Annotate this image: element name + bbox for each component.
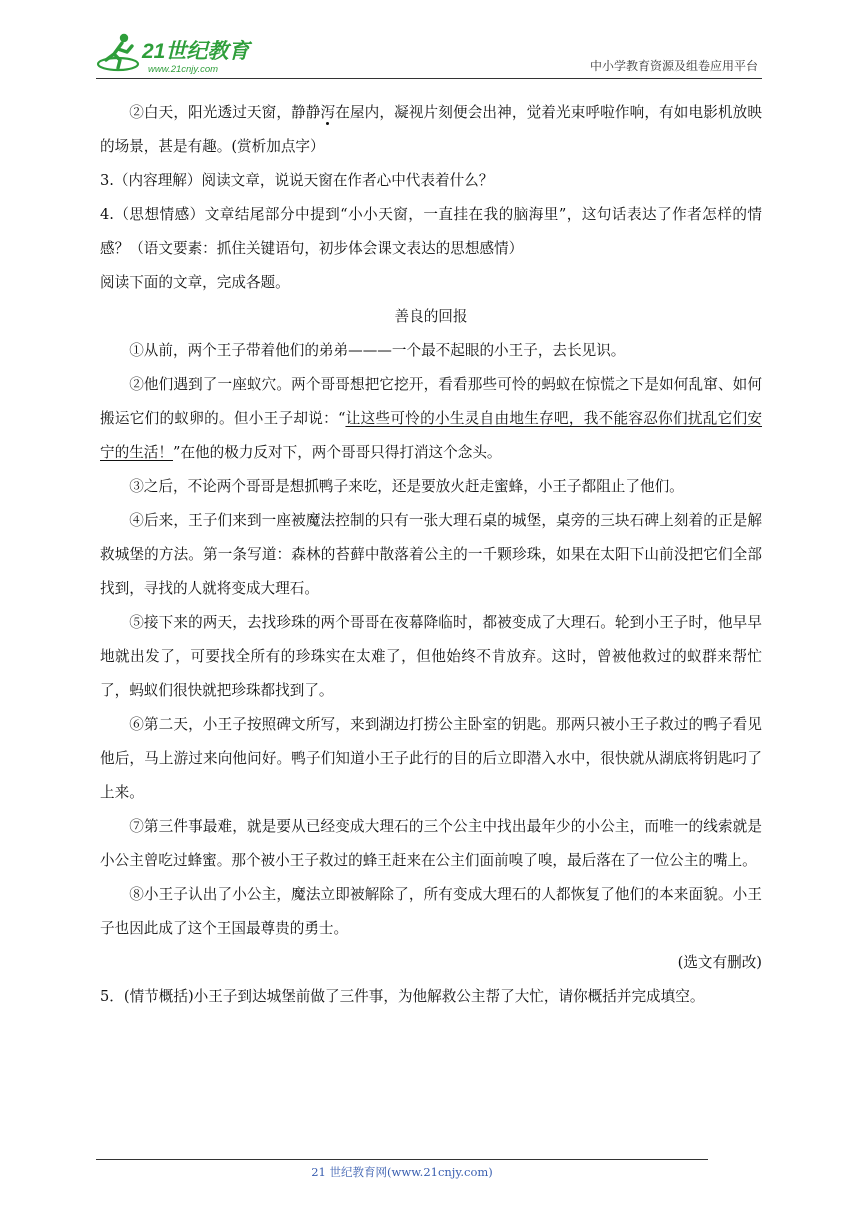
dotted-character: 泻 bbox=[320, 104, 336, 121]
reading-instruction: 阅读下面的文章，完成各题。 bbox=[100, 274, 290, 291]
story-paragraph-6: ⑥第二天，小王子按照碑文所写，来到湖边打捞公主卧室的钥匙。那两只被小王子救过的鸭子看见他后，马上游过来向他问好。鸭子们知道小王子此行的目的后立即潜入水中，很快就从湖底将钥匙叼了上来。 bbox=[100, 716, 762, 801]
question-4: 4.（思想情感）文章结尾部分中提到“小小天窗，一直挂在我的脑海里”，这句话表达了作者怎样的情感？（语文要素：抓住关键语句，初步体会课文表达的思想感情） bbox=[100, 206, 762, 257]
passage-paragraph-2 bbox=[100, 96, 762, 164]
story-paragraph-8: ⑧小王子认出了小公主，魔法立即被解除了，所有变成大理石的人都恢复了他们的本来面貌。小王子也因此成了这个王国最尊贵的勇士。 bbox=[100, 886, 762, 937]
text-run: ”在他的极力反对下，两个哥哥只得打消这个念头。 bbox=[172, 444, 502, 461]
text-run: ②白天，阳光透过天窗，静静 bbox=[129, 104, 321, 121]
underlined-sentence: 让这些可怜的小生灵自由地生存吧，我不能容忍你们扰乱它们安宁的生活！ bbox=[100, 410, 762, 461]
story-paragraph-5: ⑤接下来的两天，去找珍珠的两个哥哥在夜幕降临时，都被变成了大理石。轮到小王子时，他早早地就出发了，可要找全所有的珍珠实在太难了，但他始终不肯放弃。这时，曾被他救过的蚁群来帮忙了，蚂蚁们很快就把珍珠都找到了。 bbox=[100, 614, 762, 699]
logo bbox=[96, 30, 266, 76]
text-run: ②他们遇到了一座蚁穴。两个哥哥想把它挖开，看看那些可怜的蚂蚁在惊慌之下是如何乱窜、如何搬运它们的蚁卵的。但小王子却说：“ bbox=[100, 376, 762, 427]
story-paragraph-1: ①从前，两个王子带着他们的弟弟———一个最不起眼的小王子，去长见识。 bbox=[129, 342, 626, 359]
logo-url: www.21cnjy.com bbox=[148, 64, 219, 75]
document-body bbox=[100, 96, 762, 1014]
text-run: 在屋内，凝视片刻便会出神，觉着光束呼啦作响，有如电影机放映的场景，甚是有趣。(赏析加点字） bbox=[100, 104, 762, 155]
page-header bbox=[96, 28, 762, 79]
platform-name: 中小学教育资源及组卷应用平台 bbox=[589, 59, 758, 73]
story-paragraph-4: ④后来，王子们来到一座被魔法控制的只有一张大理石桌的城堡，桌旁的三块石碑上刻着的正是解救城堡的方法。第一条写道：森林的苔藓中散落着公主的一千颗珍珠，如果在太阳下山前没把它们全部找到，寻找的人就将变成大理石。 bbox=[100, 512, 762, 597]
story-paragraph-3: ③之后，不论两个哥哥是想抓鸭子来吃，还是要放火赶走蜜蜂，小王子都阻止了他们。 bbox=[129, 478, 684, 495]
story-title: 善良的回报 bbox=[394, 308, 468, 325]
story-paragraph-2 bbox=[100, 368, 762, 470]
source-note: (选文有删改) bbox=[677, 954, 762, 971]
question-3: 3.（内容理解）阅读文章，说说天窗在作者心中代表着什么？ bbox=[100, 172, 494, 189]
logo-text: 21世纪教育 bbox=[142, 40, 250, 63]
runner-icon bbox=[98, 34, 138, 70]
question-5: 5．(情节概括)小王子到达城堡前做了三件事，为他解救公主帮了大忙，请你概括并完成填空。 bbox=[100, 988, 705, 1005]
story-paragraph-7: ⑦第三件事最难，就是要从已经变成大理石的三个公主中找出最年少的小公主，而唯一的线索就是小公主曾吃过蜂蜜。那个被小王子救过的蜂王赶来在公主们面前嗅了嗅，最后落在了一位公主的嘴上。 bbox=[100, 818, 762, 869]
footer-link[interactable]: 21 世纪教育网(www.21cnjy.com) bbox=[311, 1165, 493, 1179]
footer-divider bbox=[96, 1159, 708, 1160]
